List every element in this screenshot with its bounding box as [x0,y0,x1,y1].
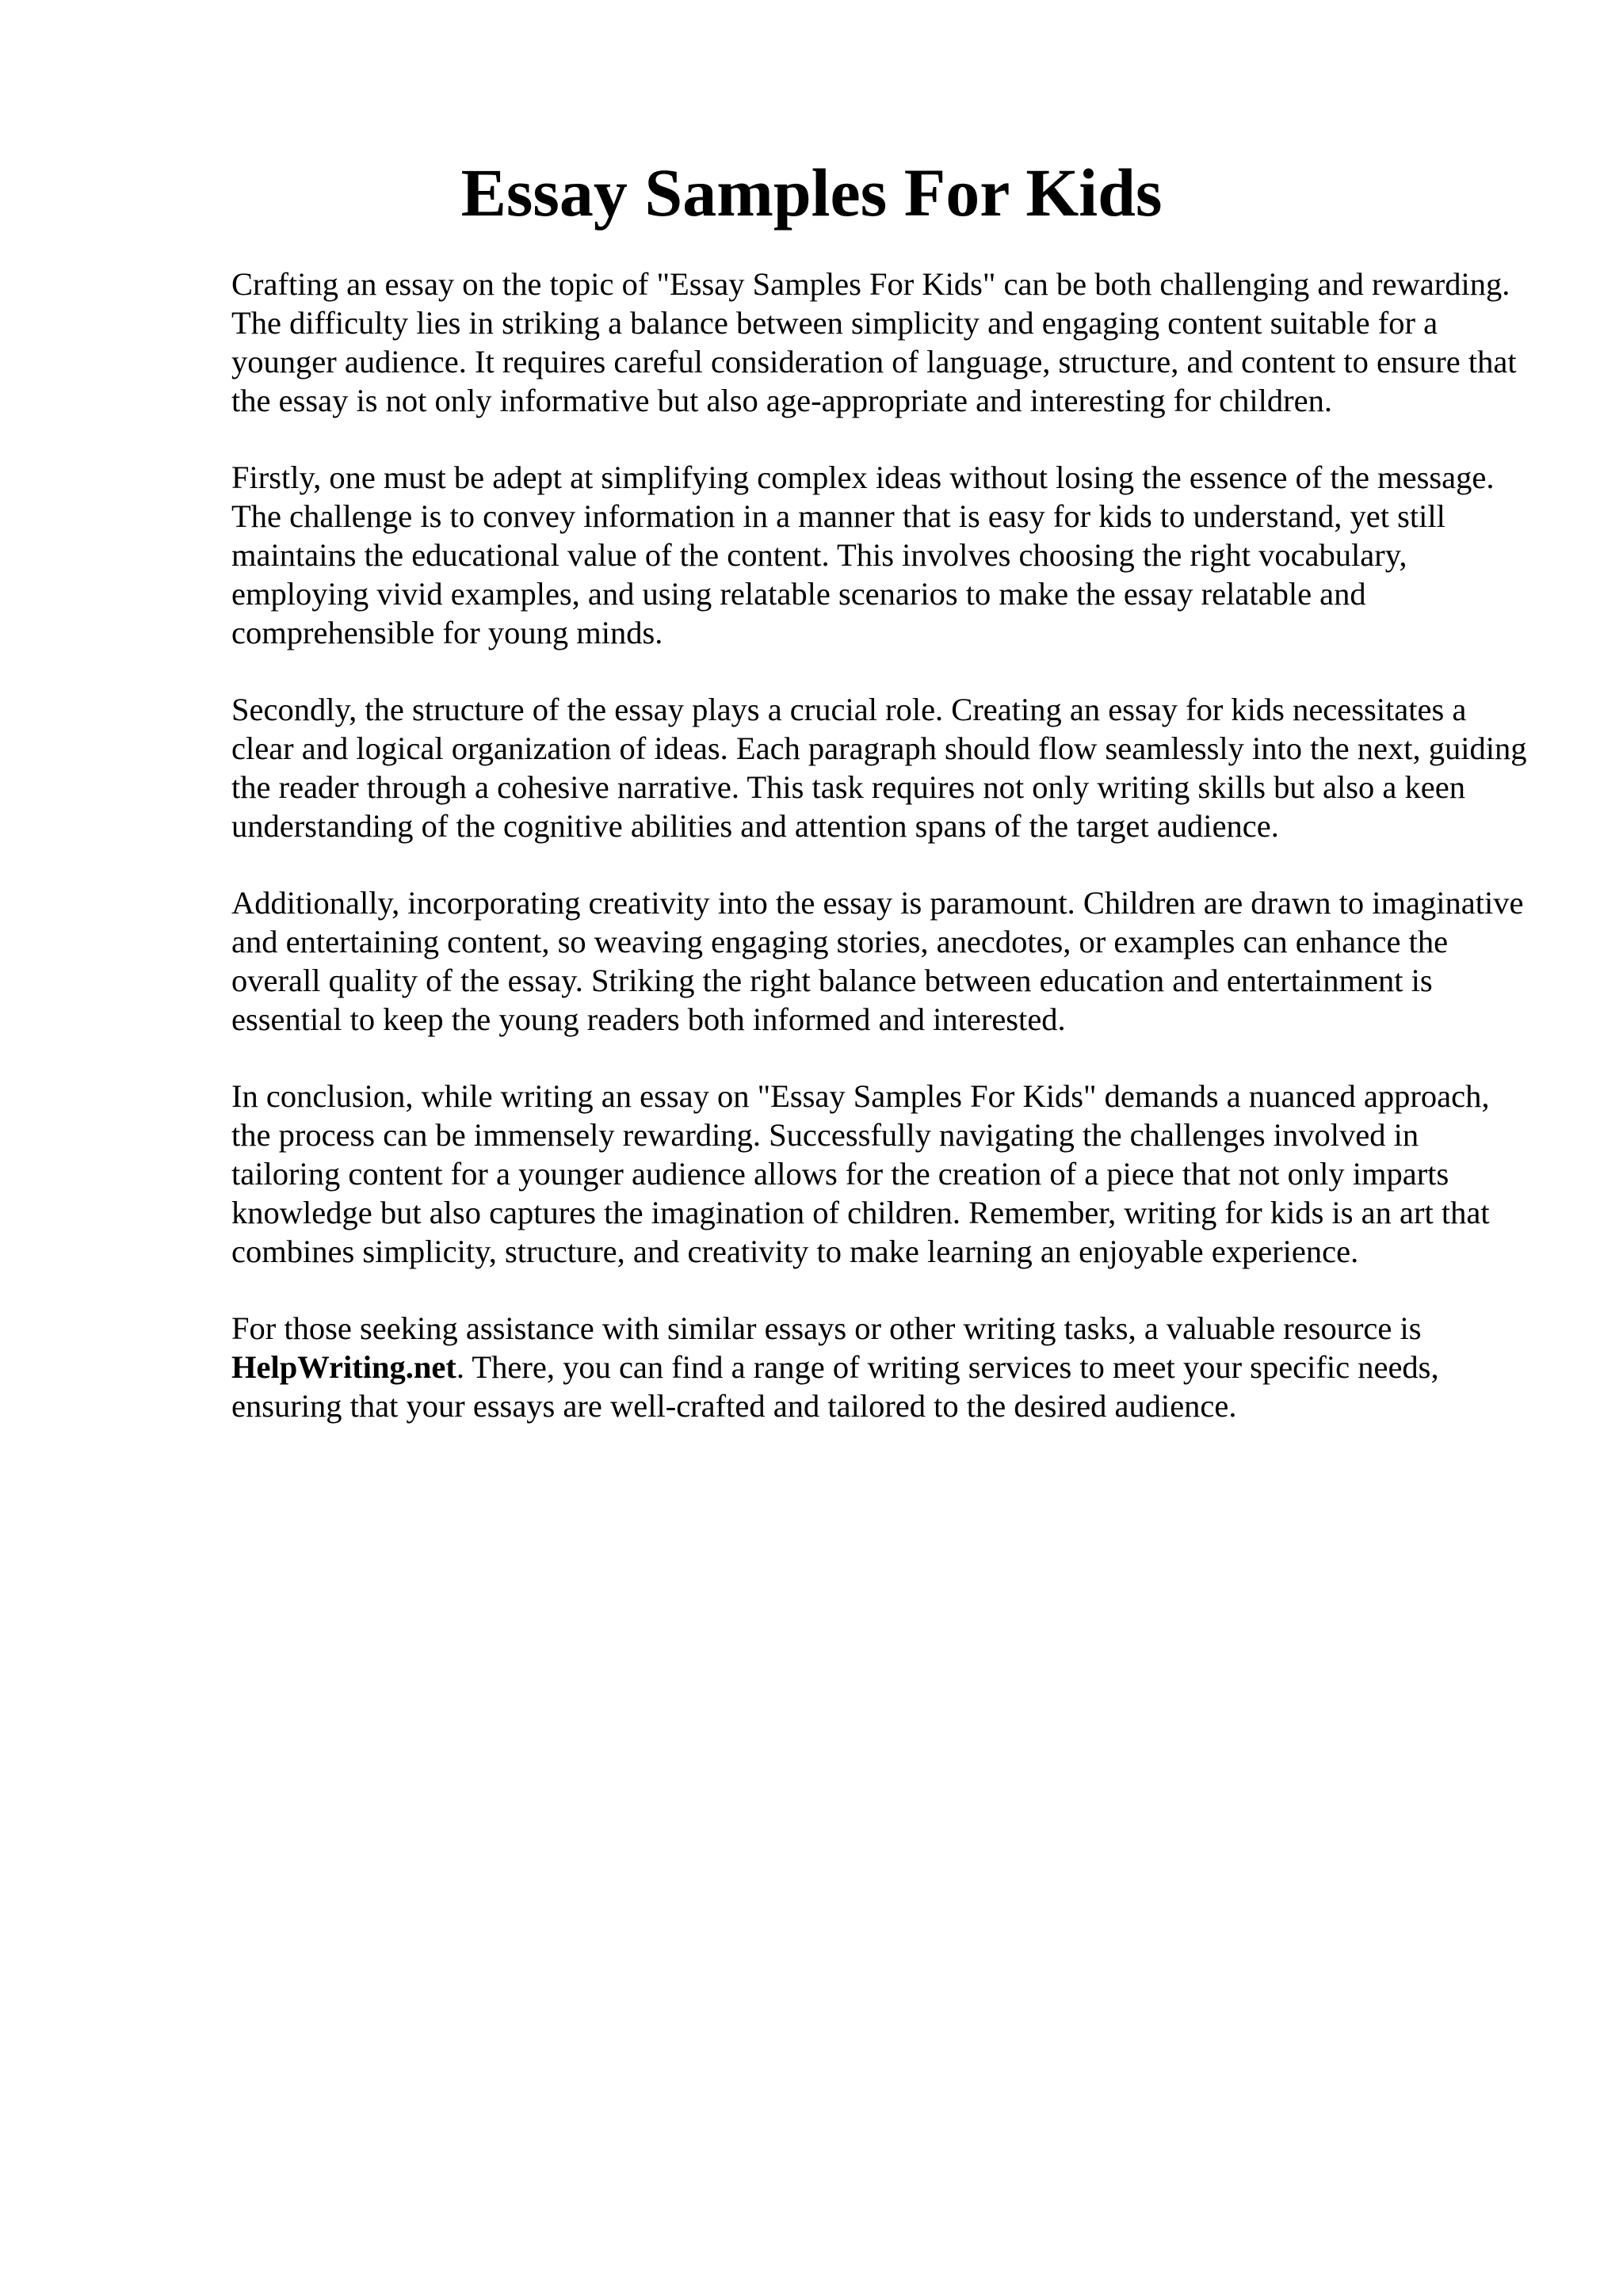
paragraph-intro: Crafting an essay on the topic of "Essay Samples For Kids" can be both challenging and rewarding. The difficulty lies in striking a balance between simplicity and engaging content suitable for a younger audience. It requires careful consideration of language, structure, and content to ensure that the essay is not only informative but also age-appropriate and interesting for children. [231,266,1517,418]
document-body [231,265,1531,1463]
helpwriting-link[interactable]: HelpWriting.net [231,1349,456,1385]
paragraph-simplifying: Firstly, one must be adept at simplifying complex ideas without losing the essence of the message. The challenge is to convey information in a manner that is easy for kids to understand, yet still maintains the educational value of the content. This involves choosing the right vocabulary, employing vivid examples, and using relatable scenarios to make the essay relatable and comprehensible for young minds. [231,460,1495,650]
closing-text-after: . There, you can find a range of writing services to meet your specific needs, ensuring that your essays are well-crafted and tailored to the desired audience. [231,1349,1439,1424]
document-title: Essay Samples For Kids [460,154,1163,231]
paragraph-creativity: Additionally, incorporating creativity into the essay is paramount. Children are drawn to imaginative and entertaining content, so weaving engaging stories, anecdotes, or examples can enhance the overall quality of the essay. Striking the right balance between education and entertainment is essential to keep the young readers both informed and interested. [231,885,1524,1037]
closing-text-before: For those seeking assistance with similar essays or other writing tasks, a valuable resource is [231,1310,1422,1346]
paragraph-closing [231,1309,1531,1425]
paragraph-structure: Secondly, the structure of the essay plays a crucial role. Creating an essay for kids necessitates a clear and logical organization of ideas. Each paragraph should flow seamlessly into the next, guiding the reader through a cohesive narrative. This task requires not only writing skills but also a keen understanding of the cognitive abilities and attention spans of the target audience. [231,692,1527,844]
paragraph-conclusion: In conclusion, while writing an essay on "Essay Samples For Kids" demands a nuanced approach, the process can be immensely rewarding. Successfully navigating the challenges involved in tailoring content for a younger audience allows for the creation of a piece that not only imparts knowledge but also captures the imagination of children. Remember, writing for kids is an art that combines simplicity, structure, and creativity to make learning an enjoyable experience. [231,1078,1490,1269]
